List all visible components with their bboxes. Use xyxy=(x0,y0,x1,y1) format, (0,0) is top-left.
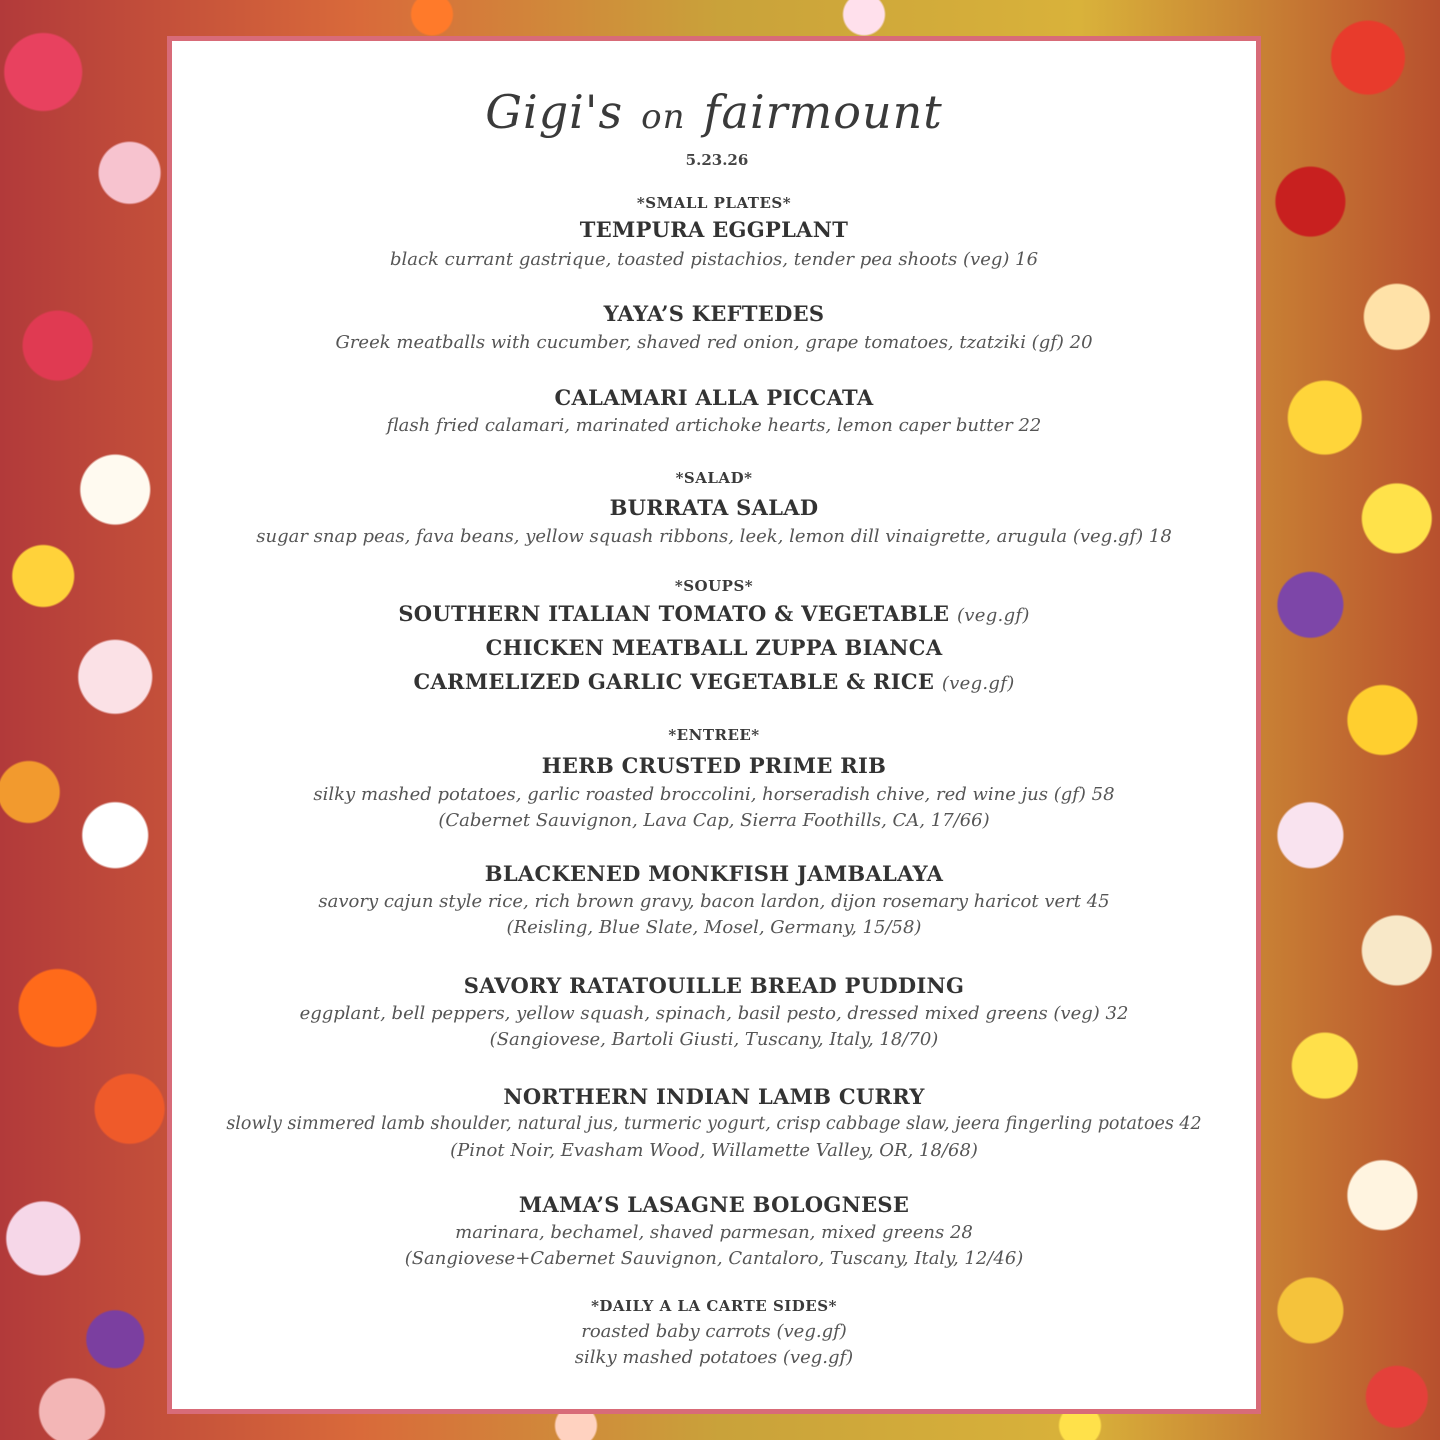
section-heading-salad: *SALAD* xyxy=(675,469,753,487)
soup-item xyxy=(172,635,1256,660)
section-heading-entree: *ENTREE* xyxy=(668,726,760,744)
menu-card xyxy=(167,36,1261,1414)
side-item: roasted baby carrots (veg.gf) xyxy=(581,1321,847,1342)
menu-item-description: Greek meatballs with cucumber, shaved red onion, grape tomatoes, tzatziki (gf) 20 xyxy=(335,332,1093,353)
section-heading-soups: *SOUPS* xyxy=(674,577,754,595)
menu-item-name: MAMA’S LASAGNE BOLOGNESE xyxy=(518,1192,910,1217)
menu-item-description: savory cajun style rice, rich brown gravy, bacon lardon, dijon rosemary haricot vert 45 xyxy=(318,891,1110,912)
menu-item-description: sugar snap peas, fava beans, yellow squash ribbons, leek, lemon dill vinaigrette, arugula (veg.gf) 18 xyxy=(256,526,1172,547)
menu-item-name: NORTHERN INDIAN LAMB CURRY xyxy=(503,1084,925,1109)
menu-item-name: BLACKENED MONKFISH JAMBALAYA xyxy=(484,861,944,886)
menu-item-name: HERB CRUSTED PRIME RIB xyxy=(541,753,887,778)
menu-item-name: CALAMARI ALLA PICCATA xyxy=(554,385,874,410)
soup-item xyxy=(172,601,1256,626)
wine-pairing: (Sangiovese+Cabernet Sauvignon, Cantaloro, Tuscany, Italy, 12/46) xyxy=(404,1248,1024,1269)
soup-name: SOUTHERN ITALIAN TOMATO & VEGETABLE xyxy=(398,601,950,626)
menu-date: 5.23.26 xyxy=(685,151,749,169)
section-heading-sides: *DAILY A LA CARTE SIDES* xyxy=(591,1297,837,1315)
menu-item-description: black currant gastrique, toasted pistachios, tender pea shoots (veg) 16 xyxy=(389,249,1039,270)
wine-pairing: (Sangiovese, Bartoli Giusti, Tuscany, Italy, 18/70) xyxy=(489,1029,939,1050)
restaurant-logo xyxy=(172,85,1256,139)
logo-name: Gigi's xyxy=(485,85,624,139)
menu-item-name: SAVORY RATATOUILLE BREAD PUDDING xyxy=(463,973,965,998)
menu-item-description: slowly simmered lamb shoulder, natural jus, turmeric yogurt, crisp cabbage slaw, jeera fingerling potatoes 42 xyxy=(226,1114,1202,1134)
wine-pairing: (Reisling, Blue Slate, Mosel, Germany, 15/58) xyxy=(506,917,922,938)
logo-location: fairmount xyxy=(703,85,943,139)
section-heading-small-plates: *SMALL PLATES* xyxy=(636,194,792,212)
menu-item-description: silky mashed potatoes, garlic roasted broccolini, horseradish chive, red wine jus (gf) 58 xyxy=(313,784,1115,805)
menu-item-name: TEMPURA EGGPLANT xyxy=(579,217,849,242)
wine-pairing: (Cabernet Sauvignon, Lava Cap, Sierra Foothills, CA, 17/66) xyxy=(438,810,990,831)
soup-name: CARMELIZED GARLIC VEGETABLE & RICE xyxy=(413,669,935,694)
soup-name: CHICKEN MEATBALL ZUPPA BIANCA xyxy=(485,635,943,660)
logo-on: on xyxy=(641,97,686,137)
dietary-tag: (veg.gf) xyxy=(956,605,1030,626)
menu-item-description: marinara, bechamel, shaved parmesan, mixed greens 28 xyxy=(455,1222,973,1243)
menu-item-name: BURRATA SALAD xyxy=(609,495,819,520)
side-item: silky mashed potatoes (veg.gf) xyxy=(574,1347,854,1368)
menu-item-description: flash fried calamari, marinated artichoke hearts, lemon caper butter 22 xyxy=(386,415,1042,436)
wine-pairing: (Pinot Noir, Evasham Wood, Willamette Valley, OR, 18/68) xyxy=(450,1140,978,1161)
dietary-tag: (veg.gf) xyxy=(941,673,1015,694)
menu-item-description: eggplant, bell peppers, yellow squash, spinach, basil pesto, dressed mixed greens (veg) 32 xyxy=(299,1003,1129,1024)
soup-item xyxy=(172,669,1256,694)
menu-item-name: YAYA’S KEFTEDES xyxy=(603,301,825,326)
